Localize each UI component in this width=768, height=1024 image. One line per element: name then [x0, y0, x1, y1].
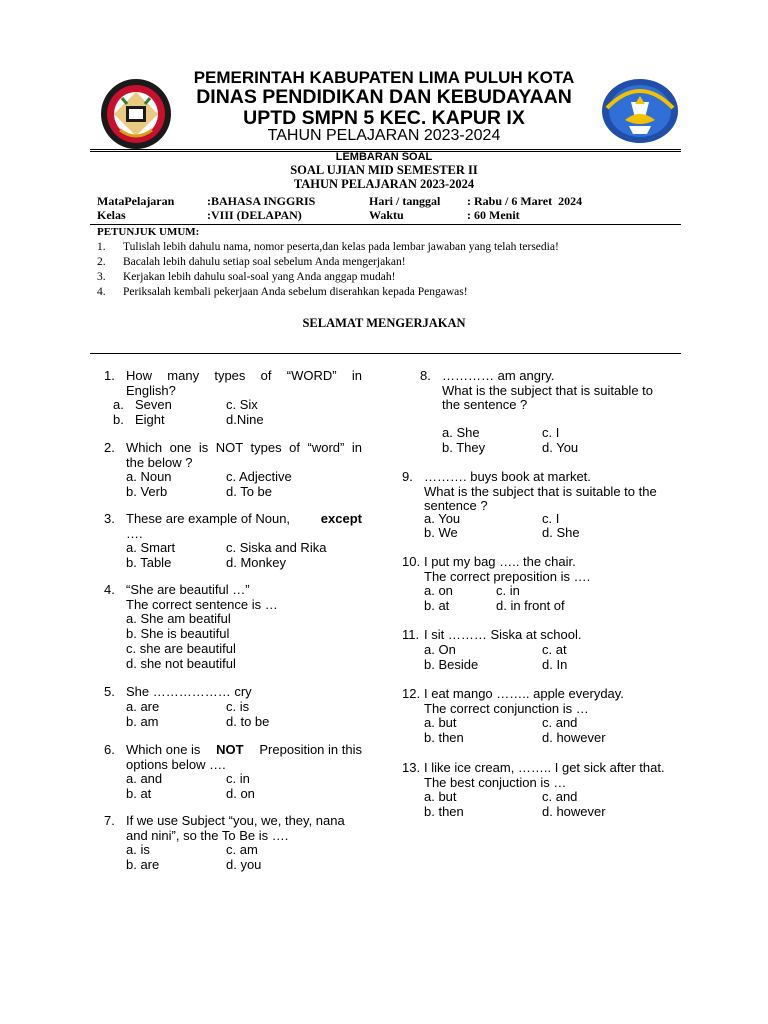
question-9: 9. ………. buys book at market. What is the subject that is suitable to the sentence ? a. You b. We c. I d. She [402, 469, 657, 540]
time-label: Waktu [369, 208, 404, 222]
subject-value: :BAHASA INGGRIS [207, 194, 316, 208]
exam-title: SOAL UJIAN MID SEMESTER II [290, 163, 478, 177]
time-value: : 60 Menit [467, 208, 520, 222]
info-rule [90, 224, 681, 225]
question-10: 10. I put my bag ….. the chair. The correct preposition is …. a. on b. at c. in d. in front of [402, 554, 591, 613]
class-label: Kelas [97, 208, 126, 222]
sheet-title: LEMBARAN SOAL [335, 151, 433, 163]
instructions-heading: PETUNJUK UMUM: [97, 226, 200, 238]
subject-label: MataPelajaran [97, 194, 175, 208]
header-rule [90, 149, 681, 150]
instruction-item: 1. Tulislah lebih dahulu nama, nomor peserta,dan kelas pada lembar jawaban yang telah tersedia! [97, 241, 559, 253]
instruction-item: 4. Periksalah kembali pekerjaan Anda sebelum diserahkan kepada Pengawas! [97, 286, 468, 298]
question-13: 13. I like ice cream, …….. I get sick after that. The best conjuction is … a. but b. then c. and d. however [402, 760, 665, 819]
question-1: 1. How many types of “WORD” in English? a. Seven b. Eight c. Six d.Nine [104, 368, 362, 427]
question-6: 6. Which one is NOT Preposition in this options below …. a. and b. at c. in d. on [104, 742, 362, 801]
instruction-item: 2. Bacalah lebih dahulu setiap soal sebelum Anda mengerjakan! [97, 256, 406, 268]
date-label: Hari / tanggal [369, 194, 441, 208]
header-government: PEMERINTAH KABUPATEN LIMA PULUH KOTA [193, 68, 575, 87]
greeting: SELAMAT MENGERJAKAN [302, 316, 466, 330]
question-3: 3. These are example of Noun, except …. a. Smart b. Table c. Siska and Rika d. Monkey [104, 511, 362, 570]
section-rule [90, 353, 681, 354]
class-value: :VIII (DELAPAN) [207, 208, 302, 222]
question-5: 5. She ……………… cry a. are b. am c. is d. to be [104, 684, 270, 729]
question-4: 4. “She are beautiful …” The correct sentence is … a. She am beatiful b. She is beautiful c. she are beautiful d. she not beautiful [104, 582, 278, 671]
question-2: 2. Which one is NOT types of “word” in the below ? a. Noun b. Verb c. Adjective d. To be [104, 440, 362, 499]
question-11: 11. I sit ……… Siska at school. a. On b. Beside c. at d. In [402, 627, 582, 672]
instruction-item: 3. Kerjakan lebih dahulu soal-soal yang Anda anggap mudah! [97, 271, 396, 283]
header-year: TAHUN PELAJARAN 2023-2024 [267, 127, 501, 144]
header-department: DINAS PENDIDIKAN DAN KEBUDAYAAN [196, 86, 572, 108]
header-school: UPTD SMPN 5 KEC. KAPUR IX [243, 107, 525, 129]
question-7: 7. If we use Subject “you, we, they, nana and nini”, so the To Be is …. a. is b. are c. am d. you [104, 813, 345, 872]
exam-year: TAHUN PELAJARAN 2023-2024 [293, 177, 475, 191]
date-value: : Rabu / 6 Maret 2024 [467, 194, 583, 208]
question-12: 12. I eat mango …….. apple everyday. The correct conjunction is … a. but b. then c. and d. however [402, 686, 624, 745]
question-8: 8. ………… am angry. What is the subject that is suitable to the sentence ? a. She b. They c. I d. You [420, 368, 653, 455]
